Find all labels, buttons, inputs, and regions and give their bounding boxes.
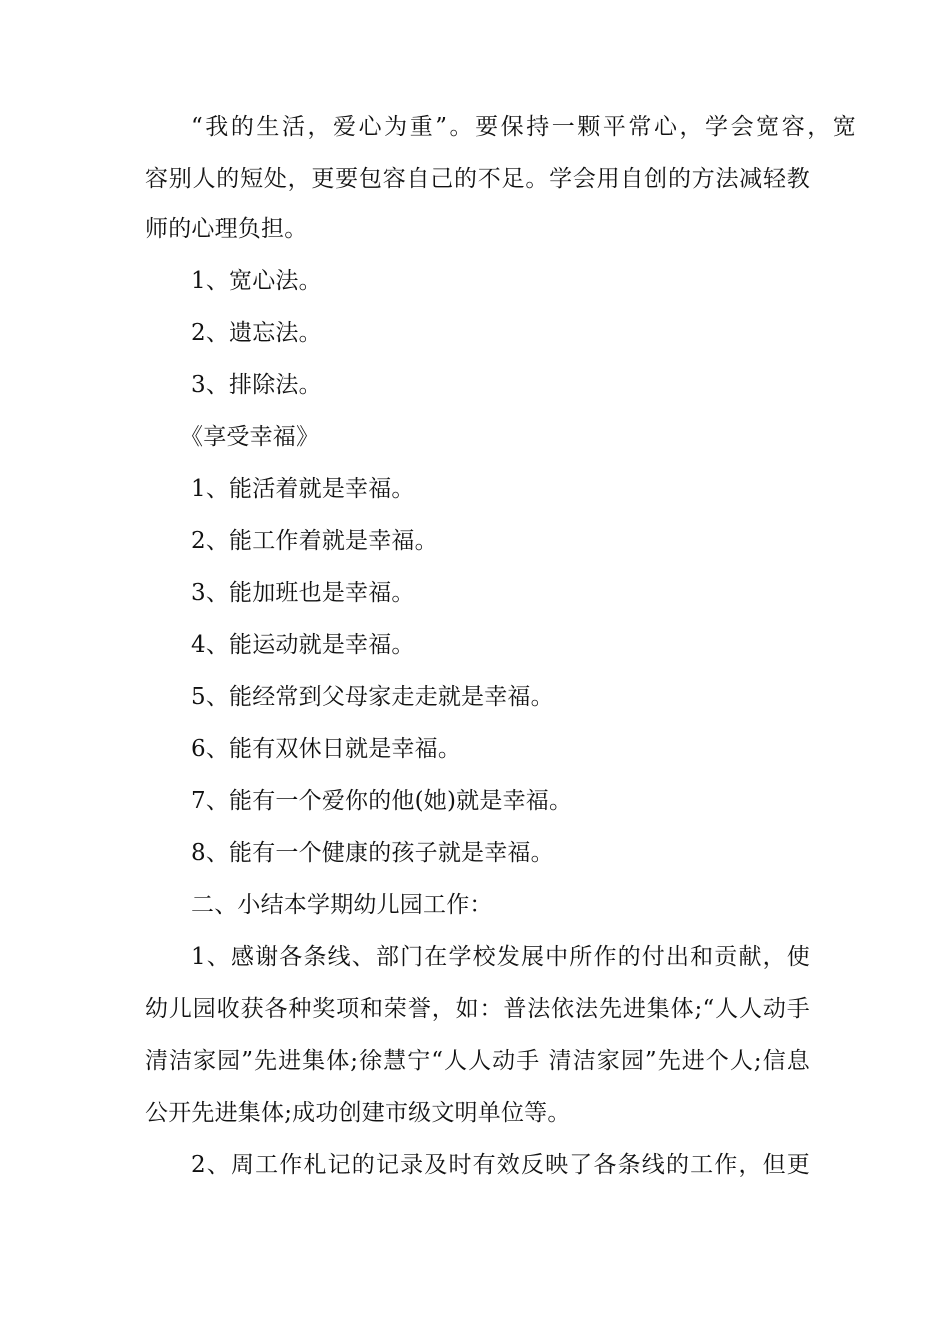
paragraph-line: 公开先进集体;成功创建市级文明单位等。 — [145, 1100, 571, 1126]
paragraph-line: 容别人的短处，更要包容自己的不足。学会用自创的方法减轻教 — [145, 166, 810, 192]
section-heading: 二、小结本学期幼儿园工作： — [191, 892, 493, 918]
list-item: 2、能工作着就是幸福。 — [191, 528, 438, 554]
paragraph-line: “我的生活，爱心为重”。要保持一颗平常心，学会宽容，宽 — [191, 114, 856, 140]
list-item: 3、能加班也是幸福。 — [191, 580, 415, 606]
paragraph-line: 1、感谢各条线、部门在学校发展中所作的付出和贡献，使 — [191, 944, 810, 970]
list-item: 6、能有双休日就是幸福。 — [191, 736, 462, 762]
paragraph-line: 2、周工作札记的记录及时有效反映了各条线的工作，但更 — [191, 1152, 810, 1178]
list-item: 1、能活着就是幸福。 — [191, 476, 415, 502]
list-item: 5、能经常到父母家走走就是幸福。 — [191, 684, 554, 710]
list-item: 8、能有一个健康的孩子就是幸福。 — [191, 840, 554, 866]
list-item: 7、能有一个爱你的他(她)就是幸福。 — [191, 788, 573, 814]
section-title: 《享受幸福》 — [180, 424, 320, 450]
list-item: 4、能运动就是幸福。 — [191, 632, 415, 658]
paragraph-line: 幼儿园收获各种奖项和荣誉，如：普法依法先进集体;“人人动手 — [145, 996, 810, 1022]
list-item: 3、排除法。 — [191, 372, 322, 398]
paragraph-line: 清洁家园”先进集体;徐慧宁“人人动手 清洁家园”先进个人;信息 — [145, 1048, 810, 1074]
paragraph-line: 师的心理负担。 — [145, 216, 308, 242]
list-item: 2、遗忘法。 — [191, 320, 322, 346]
list-item: 1、宽心法。 — [191, 268, 322, 294]
